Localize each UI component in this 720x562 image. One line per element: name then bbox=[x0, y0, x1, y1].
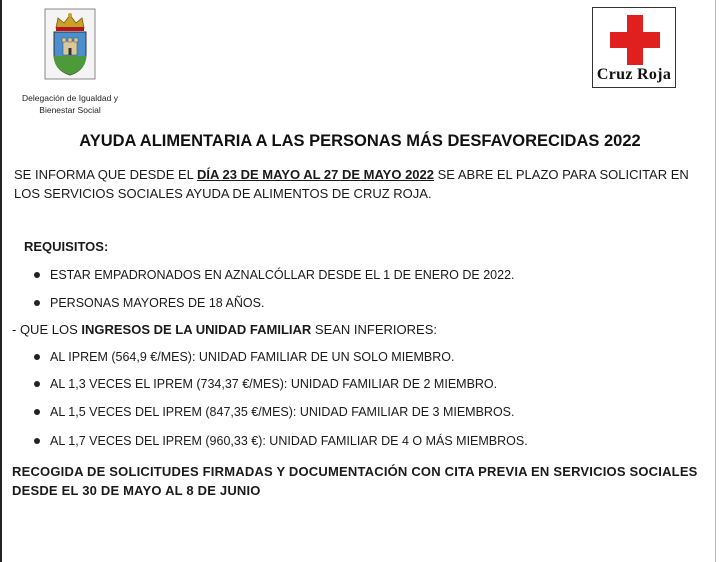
page-border-right bbox=[715, 0, 716, 562]
income-item: AL IPREM (564,9 €/MES): UNIDAD FAMILIAR DE UN SOLO MIEMBRO. bbox=[34, 350, 455, 364]
red-cross-icon bbox=[610, 15, 660, 65]
coat-of-arms-logo bbox=[44, 8, 96, 80]
bullet-icon bbox=[34, 438, 40, 444]
income-item: AL 1,5 VECES DEL IPREM (847,35 €/MES): UNIDAD FAMILIAR DE 3 MIEMBROS. bbox=[34, 405, 515, 419]
requirement-item: PERSONAS MAYORES DE 18 AÑOS. bbox=[34, 296, 264, 310]
bullet-icon bbox=[34, 300, 40, 306]
bullet-icon bbox=[34, 381, 40, 387]
income-highlight: INGRESOS DE LA UNIDAD FAMILIAR bbox=[81, 322, 312, 337]
collection-notice: RECOGIDA DE SOLICITUDES FIRMADAS Y DOCUMENTACIÓN CON CITA PREVIA EN SERVICIOS SOCIALES DESDE EL 30 DE MAYO AL 8 DE JUNIO bbox=[12, 464, 698, 498]
requirement-item: ESTAR EMPADRONADOS EN AZNALCÓLLAR DESDE EL 1 DE ENERO DE 2022. bbox=[34, 268, 515, 282]
intro-post: SE ABRE EL PLAZO PARA SOLICITAR EN LOS SERVICIOS SOCIALES AYUDA DE ALIMENTOS DE CRUZ ROJA. bbox=[14, 167, 689, 201]
department-name: Delegación de Igualdad y Bienestar Social bbox=[22, 93, 118, 115]
page-border bbox=[0, 0, 2, 562]
income-item: AL 1,7 VECES DEL IPREM (960,33 €): UNIDAD FAMILIAR DE 4 O MÁS MIEMBROS. bbox=[34, 434, 528, 448]
application-dates: DÍA 23 DE MAYO AL 27 DE MAYO 2022 bbox=[197, 167, 434, 182]
bullet-icon bbox=[34, 354, 40, 360]
cruz-roja-logo bbox=[592, 7, 676, 88]
bullet-icon bbox=[34, 272, 40, 278]
cruz-roja-logo-text: Cruz Roja bbox=[596, 66, 672, 83]
intro-paragraph bbox=[14, 165, 714, 203]
document-title: AYUDA ALIMENTARIA A LAS PERSONAS MÁS DESFAVORECIDAS 2022 bbox=[79, 132, 641, 150]
bullet-icon bbox=[34, 409, 40, 415]
income-condition: - QUE LOS INGRESOS DE LA UNIDAD FAMILIAR SEAN INFERIORES: bbox=[12, 322, 437, 337]
income-item: AL 1,3 VECES EL IPREM (734,37 €/MES): UNIDAD FAMILIAR DE 2 MIEMBRO. bbox=[34, 377, 497, 391]
requirements-heading: REQUISITOS: bbox=[24, 239, 109, 254]
intro-pre: SE INFORMA QUE DESDE EL bbox=[14, 167, 198, 182]
